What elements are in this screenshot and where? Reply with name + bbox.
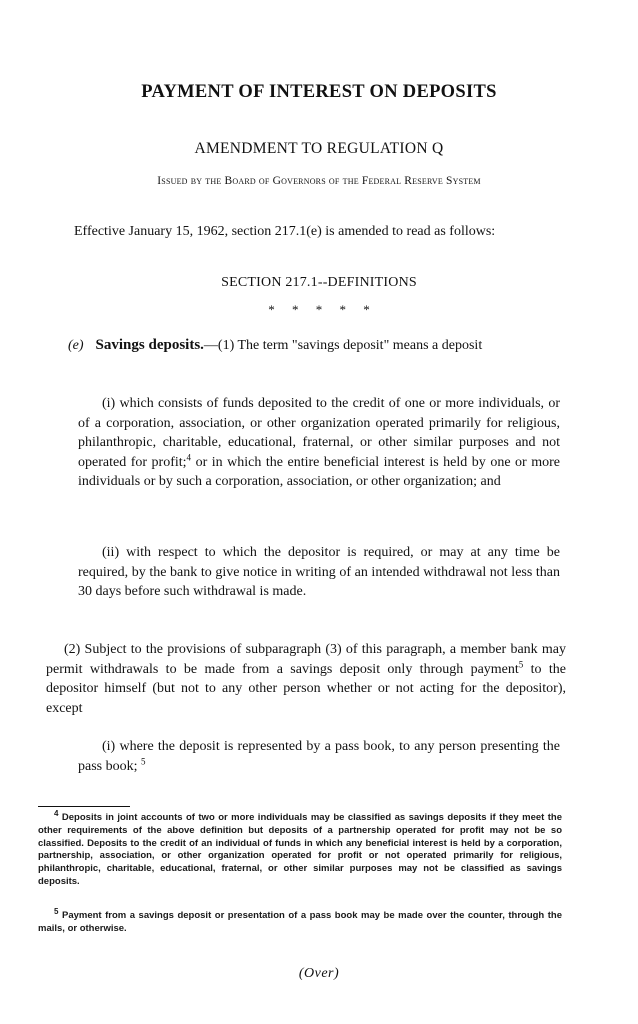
paragraph-e-text: —(1) The term "savings deposit" means a deposit bbox=[203, 338, 483, 353]
paragraph-e-heading: Savings deposits. bbox=[95, 337, 204, 353]
footnote-ref-5-second: 5 bbox=[141, 755, 146, 766]
paragraph-e bbox=[46, 336, 566, 356]
footnote-5-number: 5 bbox=[54, 906, 59, 916]
document-title: PAYMENT OF INTEREST ON DEPOSITS bbox=[141, 82, 497, 102]
paragraph-2-text-a: (2) Subject to the provisions of subparagraph (3) of this paragraph, a member bank may permit withdrawals to be made from a savings deposit only through payment bbox=[46, 642, 566, 677]
footnote-4-number: 4 bbox=[54, 808, 59, 818]
paragraph-1-ii: (ii) with respect to which the depositor is required, or may at any time be required, by the bank to give notice in writing of an intended withdrawal not less than 30 days before such withdrawal is made. bbox=[78, 545, 560, 600]
footnote-ref-5: 5 bbox=[518, 658, 524, 669]
paragraph-2-i-text: (i) where the deposit is represented by a pass book, to any person presenting the pass book; bbox=[78, 739, 560, 774]
paragraph-e-label: (e) bbox=[68, 338, 84, 353]
paragraph-2-text-b: to the depositor himself (but not to any other person whether or not acting for the depositor), except bbox=[46, 661, 566, 716]
ellipsis-stars: * * * * * bbox=[268, 302, 370, 317]
paragraph-2 bbox=[46, 640, 566, 718]
paragraph-1-i-text-b: or in which the entire beneficial interest is held by one or more individuals or by such a corporation, association, or other organization; and bbox=[78, 454, 560, 490]
page-footer-over: (Over) bbox=[298, 966, 340, 981]
paragraph-1-i-text-a: (i) which consists of funds deposited to the credit of one or more individuals, or of a corporation, association, or other organization operated primarily for religious, philanthropic, charitable, educational, fraternal, or other similar purposes and not operated for profit; bbox=[78, 396, 560, 470]
footnote-4 bbox=[38, 808, 562, 889]
issued-by-line: Issued by the Board of Governors of the Federal Reserve System bbox=[157, 175, 481, 187]
footnote-5-text: Payment from a savings deposit or presentation of a pass book may be made over the counter, through the mails, or otherwise. bbox=[38, 910, 563, 934]
section-heading: SECTION 217.1--DEFINITIONS bbox=[221, 275, 417, 290]
paragraph-1-i bbox=[78, 394, 560, 492]
footnote-5 bbox=[38, 906, 563, 936]
footnote-ref-4: 4 bbox=[186, 452, 192, 463]
paragraph-2-i bbox=[78, 737, 560, 776]
footnote-4-text: Deposits in joint accounts of two or more individuals may be classified as savings deposits if they meet the other requirements of the above definition but deposits of a partnership operated for profit may not be so classified. Deposits to the credit of an individual of funds in which any beneficial interest is held by a corporation, partnership, association, or other organization operated for profit or not operated primarily for religious, philanthropic, charitable, educational, fraternal, or other similar purposes may not be classified as savings deposits. bbox=[38, 812, 562, 887]
effective-paragraph: Effective January 15, 1962, section 217.1(e) is amended to read as follows: bbox=[74, 224, 496, 239]
document-subtitle: AMENDMENT TO REGULATION Q bbox=[194, 140, 444, 157]
footnote-divider bbox=[38, 806, 130, 807]
